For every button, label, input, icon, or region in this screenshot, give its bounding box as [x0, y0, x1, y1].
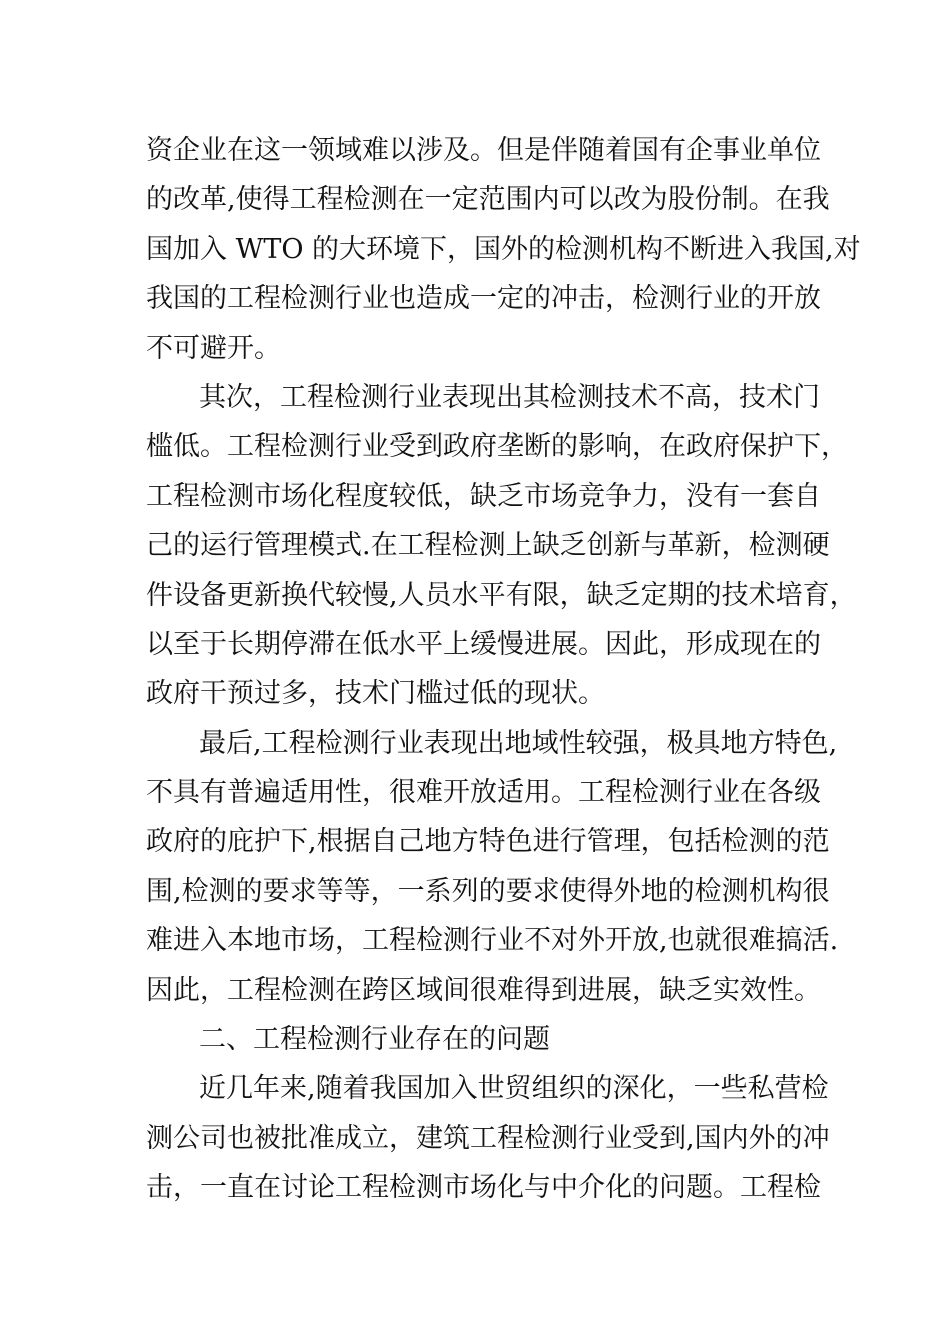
text-line: 资企业在这一领域难以涉及。但是伴随着国有企事业单位 [146, 135, 821, 166]
text-line: 因此，工程检测在跨区域间很难得到进展，缺乏实效性。 [146, 974, 821, 1006]
text-line: 不可避开。 [146, 332, 281, 364]
paragraph-first-line: 近几年来,随着我国加入世贸组织的深化，一些私营检 [199, 1073, 829, 1105]
section-heading: 二、工程检测行业存在的问题 [199, 1024, 550, 1056]
text-line: 以至于长期停滞在低水平上缓慢进展。因此，形成现在的 [146, 628, 821, 660]
text-line: 我国的工程检测行业也造成一定的冲击，检测行业的开放 [146, 283, 821, 315]
text-line: 难进入本地市场，工程检测行业不对外开放,也就很难搞活. [146, 925, 839, 957]
text-line: 测公司也被批准成立，建筑工程检测行业受到,国内外的冲 [146, 1122, 830, 1154]
paragraph-first-line: 其次，工程检测行业表现出其检测技术不高，技术门 [199, 381, 820, 413]
text-line: 击，一直在讨论工程检测市场化与中介化的问题。工程检 [146, 1172, 821, 1204]
text-line: 政府干预过多，技术门槛过低的现状。 [146, 678, 605, 710]
body-text [146, 126, 861, 1213]
text-line: 围,检测的要求等等，一系列的要求使得外地的检测机构很 [146, 875, 830, 907]
text-line: 己的运行管理模式.在工程检测上缺乏创新与革新，检测硬 [146, 530, 830, 562]
text-line: 槛低。工程检测行业受到政府垄断的影响，在政府保护下， [146, 431, 848, 463]
text-line: 国加入 WTO 的大环境下，国外的检测机构不断进入我国,对 [146, 233, 861, 265]
text-line: 不具有普遍适用性，很难开放适用。工程检测行业在各级 [146, 777, 821, 809]
text-line: 工程检测市场化程度较低，缺乏市场竞争力，没有一套自 [146, 480, 821, 512]
text-line: 的改革,使得工程检测在一定范围内可以改为股份制。在我 [146, 184, 830, 216]
text-line: 政府的庇护下,根据自己地方特色进行管理，包括检测的范 [146, 826, 830, 858]
paragraph-first-line: 最后,工程检测行业表现出地域性较强，极具地方特色, [199, 727, 838, 759]
text-line: 件设备更新换代较慢,人员水平有限，缺乏定期的技术培育， [146, 579, 857, 611]
